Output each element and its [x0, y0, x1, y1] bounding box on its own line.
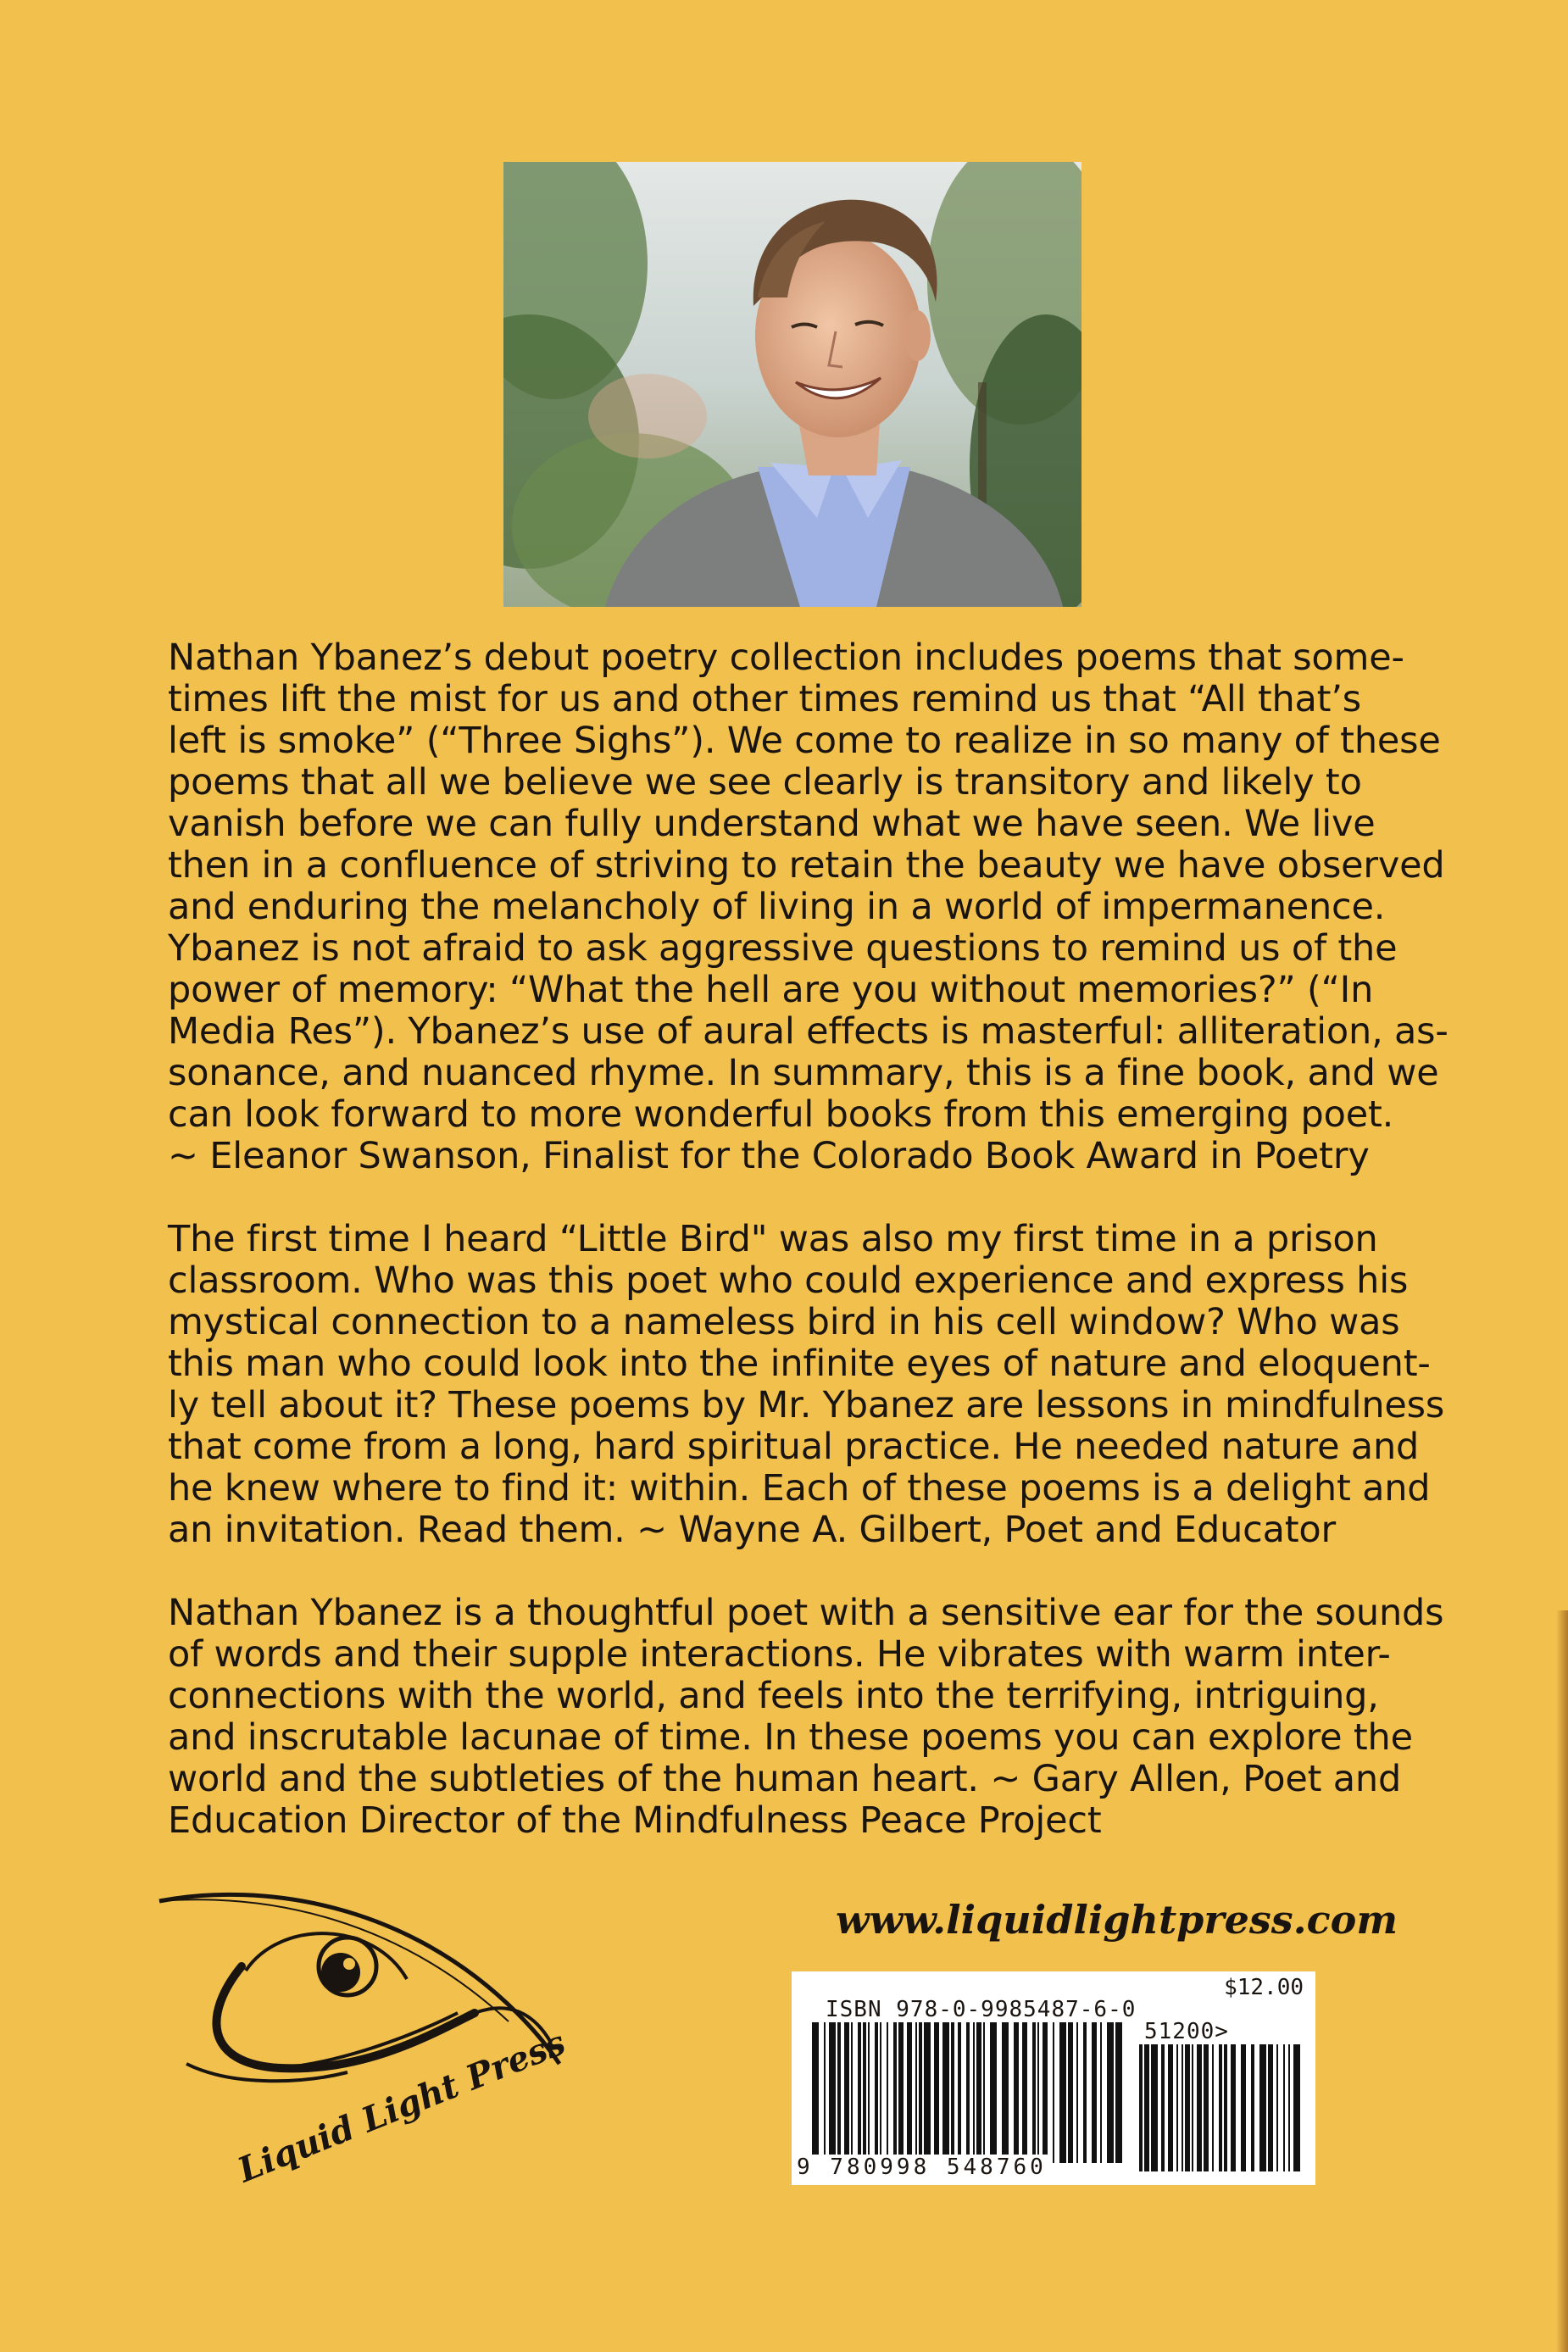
- barcode-bar: [958, 2022, 961, 2163]
- barcode-bar: [1168, 2044, 1173, 2171]
- barcode-bar: [1224, 2044, 1227, 2171]
- barcode-bar: [990, 2022, 997, 2163]
- blurb-line: world and the subtleties of the human heart. ~ Gary Allen, Poet and: [168, 1758, 1402, 1800]
- blurb-line: can look forward to more wonderful books from this emerging poet.: [168, 1093, 1394, 1136]
- blurb-eleanor-swanson: [168, 637, 1448, 1177]
- barcode-bar: [1068, 2022, 1073, 2163]
- publisher-website[interactable]: www.liquidlightpress.com: [836, 1897, 1398, 1943]
- barcode-bar: [934, 2022, 939, 2163]
- barcode-addon-bars-icon: [1139, 2044, 1300, 2171]
- blurb-line: Nathan Ybanez’s debut poetry collection includes poems that some-: [168, 637, 1404, 679]
- blurb-line: Media Res”). Ybanez’s use of aural effects is masterful: alliteration, as-: [168, 1010, 1448, 1053]
- barcode-bar: [907, 2022, 912, 2163]
- barcode-bar: [898, 2022, 904, 2163]
- blurb-line: left is smoke” (“Three Sighs”). We come to realize in so many of these: [168, 720, 1441, 762]
- barcode-bar: [1276, 2044, 1278, 2171]
- barcode-digits: 9 780998 548760: [797, 2155, 1047, 2180]
- barcode-bar: [1115, 2022, 1122, 2163]
- barcode-bar: [1100, 2022, 1102, 2163]
- barcode-bar: [824, 2022, 826, 2163]
- barcode-bar: [942, 2022, 949, 2163]
- barcode-bar: [1161, 2044, 1165, 2171]
- barcode-bar: [1076, 2022, 1078, 2163]
- blurb-line: of words and their supple interactions. He vibrates with warm inter-: [168, 1633, 1391, 1676]
- blurb-line: then in a confluence of striving to retain the beauty we have observed: [168, 844, 1445, 887]
- barcode-bar: [1059, 2022, 1066, 2163]
- barcode-bar: [875, 2022, 878, 2163]
- blurb-attribution: an invitation. Read them. ~ Wayne A. Gilbert, Poet and Educator: [168, 1509, 1336, 1551]
- barcode-bar: [973, 2022, 975, 2163]
- blurb-line: power of memory: “What the hell are you without memories?” (“In: [168, 969, 1374, 1011]
- spine-edge-shadow: [1556, 1610, 1568, 2352]
- barcode-bar: [1293, 2044, 1300, 2171]
- barcode-bar: [1002, 2022, 1009, 2163]
- barcode-bar: [880, 2022, 881, 2163]
- barcode-bar: [1139, 2044, 1143, 2171]
- barcode-bar: [1192, 2044, 1193, 2171]
- barcode-bar: [1053, 2022, 1054, 2163]
- barcode-bar: [1176, 2044, 1178, 2171]
- barcode-bar: [983, 2022, 985, 2163]
- blurb-gary-allen: [168, 1592, 1444, 1842]
- barcode-bar: [1288, 2044, 1290, 2171]
- barcode-bar: [966, 2022, 970, 2163]
- isbn-barcode: [792, 1971, 1315, 2185]
- barcode-bar: [893, 2022, 897, 2163]
- blurb-line: poems that all we believe we see clearly is transitory and likely to: [168, 761, 1362, 803]
- barcode-bar: [1204, 2044, 1209, 2171]
- barcode-bar: [1212, 2044, 1214, 2171]
- barcode-bar: [851, 2022, 853, 2163]
- blurb-line: sonance, and nuanced rhyme. In summary, this is a fine book, and we: [168, 1052, 1439, 1094]
- barcode-bar: [1092, 2022, 1097, 2163]
- blurb-line: Ybanez is not afraid to ask aggressive questions to remind us of the: [168, 927, 1398, 970]
- blurb-line: this man who could look into the infinite eyes of nature and eloquent-: [168, 1343, 1431, 1385]
- blurb-wayne-gilbert: [168, 1218, 1445, 1551]
- barcode-bar: [1197, 2044, 1202, 2171]
- barcode-bar: [868, 2022, 870, 2163]
- barcode-bar: [858, 2022, 861, 2163]
- barcode-bar: [1083, 2022, 1087, 2163]
- barcode-bar: [863, 2022, 866, 2163]
- barcode-bar: [915, 2022, 917, 2163]
- barcode-bar: [844, 2022, 849, 2163]
- barcode-bar: [1185, 2044, 1190, 2171]
- barcode-bar: [1014, 2022, 1019, 2163]
- barcode-bar: [887, 2022, 888, 2163]
- blurb-line: he knew where to find it: within. Each of these poems is a delight and: [168, 1467, 1431, 1510]
- barcode-bar: [1043, 2022, 1048, 2163]
- blurb-line: The first time I heard “Little Bird" was also my first time in a prison: [168, 1218, 1378, 1260]
- barcode-bar: [1107, 2022, 1114, 2163]
- barcode-bar: [1182, 2044, 1183, 2171]
- blurb-line: and inscrutable lacunae of time. In these poems you can explore the: [168, 1716, 1413, 1759]
- price-label: $12.00: [1224, 1975, 1304, 2000]
- blurb-line: mystical connection to a nameless bird in his cell window? Who was: [168, 1301, 1400, 1343]
- barcode-bar: [829, 2022, 836, 2163]
- blurb-line: and enduring the melancholy of living in a world of impermanence.: [168, 886, 1386, 928]
- blurb-line: classroom. Who was this poet who could experience and express his: [168, 1259, 1409, 1302]
- barcode-bar: [1144, 2044, 1149, 2171]
- barcode-bar: [1283, 2044, 1285, 2171]
- publisher-logo: [153, 1886, 627, 2208]
- barcode-bar: [1259, 2044, 1266, 2171]
- barcode-bar: [1037, 2022, 1039, 2163]
- author-photo: [503, 162, 1081, 607]
- barcode-bar: [1268, 2044, 1273, 2171]
- barcode-bar: [919, 2022, 922, 2163]
- blurb-attribution: ~ Eleanor Swanson, Finalist for the Colorado Book Award in Poetry: [168, 1135, 1370, 1177]
- barcode-bar: [1022, 2022, 1027, 2163]
- barcode-bar: [976, 2022, 981, 2163]
- addon-code: 51200>: [1144, 2019, 1229, 2044]
- blurb-section: [168, 637, 1448, 1842]
- blurb-line: times lift the mist for us and other times remind us that “All that’s: [168, 678, 1362, 720]
- author-portrait-icon: [503, 162, 1081, 607]
- barcode-bar: [812, 2022, 819, 2163]
- barcode-bar: [1241, 2044, 1246, 2171]
- blurb-line: Nathan Ybanez is a thoughtful poet with a sensitive ear for the sounds: [168, 1592, 1444, 1634]
- barcode-bar: [1151, 2044, 1158, 2171]
- barcode-main-bars-icon: [812, 2022, 1127, 2163]
- barcode-bar: [1231, 2044, 1236, 2171]
- blurb-line: connections with the world, and feels into the terrifying, intriguing,: [168, 1675, 1379, 1717]
- blurb-attribution: Education Director of the Mindfulness Peace Project: [168, 1799, 1102, 1842]
- barcode-bar: [924, 2022, 931, 2163]
- publisher-logo-text: Liquid Light Press: [232, 2022, 571, 2191]
- barcode-bar: [951, 2022, 954, 2163]
- isbn-label: ISBN 978-0-9985487-6-0: [826, 1997, 1137, 2022]
- barcode-bar: [1251, 2044, 1254, 2171]
- blurb-line: vanish before we can fully understand what we have seen. We live: [168, 803, 1376, 845]
- eye-logo-icon: [153, 1886, 627, 2208]
- barcode-bar: [1032, 2022, 1036, 2163]
- blurb-line: that come from a long, hard spiritual practice. He needed nature and: [168, 1426, 1420, 1468]
- blurb-line: ly tell about it? These poems by Mr. Ybanez are lessons in mindfulness: [168, 1384, 1445, 1426]
- barcode-bar: [1219, 2044, 1222, 2171]
- barcode-bar: [837, 2022, 841, 2163]
